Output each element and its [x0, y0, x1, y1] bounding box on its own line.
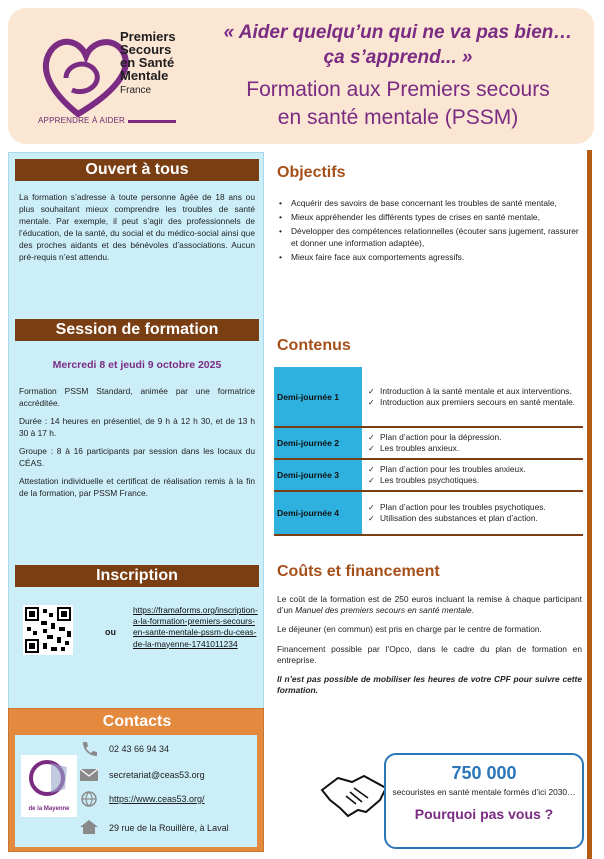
contenus-heading: Contenus [277, 337, 351, 354]
row-label: Demi-journée 4 [274, 491, 362, 535]
handshake-icon [318, 760, 392, 822]
or-label: ou [105, 627, 116, 637]
contacts-inner [15, 735, 257, 847]
logo-tagline: APPRENDRE À AIDER [38, 116, 125, 125]
open-paragraph: La formation s’adresse à toute personne âgée de 18 ans ou plus souhaitant mieux comprendre les troubles de santé mentale. Par exemple, il peut s’agir des professionnels de l’éducation, de la santé, du social et du médico-social ainsi que des proches aidants et des bénévoles d’associations. Aucun pré-requis n’est attendu. [19, 192, 255, 262]
row-label: Demi-journée 2 [274, 427, 362, 459]
check-item: ✓ Utilisation des substances et plan d’action. [368, 513, 579, 524]
globe-icon [79, 791, 99, 807]
postal-address: 29 rue de la Rouillère, à Laval [109, 823, 229, 833]
objectifs-heading: Objectifs [277, 164, 346, 181]
row-content [362, 491, 583, 535]
logo-line-1: Premiers [120, 29, 176, 44]
list-item: • Mieux appréhender les différents types de crises en santé mentale, [277, 212, 582, 223]
couts-p3: Financement possible par l’Opco, dans le cadre du plan de formation en entreprise. [277, 643, 582, 665]
couts-p1-start: Le coût de la formation est de 250 euros incluant la remise à chaque participant d’un [277, 594, 582, 616]
session-p3: Groupe : 8 à 16 participants par session dans les locaux du CÉAS. [19, 446, 255, 468]
table-row [274, 367, 583, 427]
header [8, 8, 594, 144]
table-row [274, 491, 583, 535]
list-item: • Développer des compétences relationnelles (écouter sans jugement, rassurer et donner une information adaptée), [277, 226, 582, 248]
qr-code-icon[interactable] [23, 605, 73, 655]
check-item: ✓ Plan d’action pour les troubles anxieux. [368, 464, 579, 475]
couts-p1 [277, 594, 582, 616]
email-address[interactable]: secretariat@ceas53.org [109, 770, 205, 780]
inscription-heading: Inscription [15, 565, 259, 587]
session-date: Mercredi 8 et jeudi 9 octobre 2025 [52, 359, 222, 371]
check-item: ✓ Introduction à la santé mentale et aux interventions. [368, 386, 579, 397]
logo-text [120, 30, 190, 97]
phone-number[interactable]: 02 43 66 94 34 [109, 744, 170, 754]
website-link[interactable]: https://www.ceas53.org/ [109, 794, 205, 804]
logo-line-3: en Santé [120, 55, 175, 70]
title-line-2: en santé mentale (PSSM) [277, 106, 519, 129]
couts-p4: Il n’est pas possible de mobiliser les heures de votre CPF pour suivre cette formation. [277, 674, 582, 696]
session-text [19, 385, 255, 505]
quote-line-2: ça s’apprend... » [323, 47, 473, 68]
session-p2: Durée : 14 heures en présentiel, de 9 h à 12 h 30, et de 13 h 30 à 17 h. [19, 416, 255, 438]
contacts-box [8, 708, 264, 852]
logo-country: France [120, 85, 152, 96]
couts-p1-end: . [471, 605, 474, 616]
couts-text [277, 594, 582, 704]
check-item: ✓ Les troubles psychotiques. [368, 475, 579, 486]
list-item: • Mieux faire face aux comportements agressifs. [277, 252, 582, 263]
open-heading: Ouvert à tous [15, 159, 259, 181]
header-quote [208, 20, 588, 70]
table-row [274, 427, 583, 459]
session-p1: Formation PSSM Standard, animée par une formatrice accréditée. [19, 386, 255, 408]
ceas-logo-label: de la Mayenne [28, 806, 70, 812]
check-item: ✓ Les troubles anxieux. [368, 443, 579, 454]
couts-p2: Le déjeuner (en commun) est pris en charge par le centre de formation. [277, 624, 542, 635]
contacts-heading: Contacts [102, 713, 172, 730]
row-content [362, 367, 583, 427]
list-item: • Acquérir des savoirs de base concernant les troubles de santé mentale, [277, 198, 582, 209]
stat-text: secouristes en santé mentale formés d’ici 2030… [392, 787, 576, 797]
row-content [362, 459, 583, 491]
row-label: Demi-journée 1 [274, 367, 362, 427]
objectifs-list [277, 198, 582, 266]
logo-line-4: Mentale [120, 68, 169, 83]
check-item: ✓ Plan d’action pour la dépression. [368, 432, 579, 443]
session-heading: Session de formation [15, 319, 259, 341]
ceas-logo-icon [21, 755, 77, 801]
table-row [274, 459, 583, 491]
couts-heading: Coûts et financement [277, 563, 440, 580]
row-content [362, 427, 583, 459]
open-text [19, 191, 255, 269]
stat-question: Pourquoi pas vous ? [414, 806, 554, 822]
title-line-1: Formation aux Premiers secours [246, 78, 550, 101]
phone-icon [79, 741, 99, 757]
quote-line-1: « Aider quelqu’un qui ne va pas bien… [223, 22, 573, 43]
check-item: ✓ Plan d’action pour les troubles psychotiques. [368, 502, 579, 513]
stat-number: 750 000 [451, 763, 517, 783]
stat-box [384, 753, 584, 849]
logo-underline [128, 120, 176, 123]
inscription-link[interactable]: https://framaforms.org/inscription-a-la-formation-premiers-secours-en-sante-mentale-pssm-du-ceas-de-la-mayenne-1741011234 [133, 605, 258, 649]
home-icon [79, 819, 99, 835]
session-p4: Attestation individuelle et certificat de réalisation remis à la fin de la formation, par PSSM France. [19, 476, 255, 498]
ceas-logo [21, 755, 77, 817]
manual-title: Manuel des premiers secours en santé mentale [295, 605, 472, 616]
right-accent-bar [587, 150, 592, 859]
check-item: ✓ Introduction aux premiers secours en santé mentale. [368, 397, 579, 408]
row-label: Demi-journée 3 [274, 459, 362, 491]
logo-line-2: Secours [120, 42, 172, 57]
email-icon [79, 767, 99, 783]
page-title [208, 76, 588, 132]
contenus-table [274, 367, 583, 536]
